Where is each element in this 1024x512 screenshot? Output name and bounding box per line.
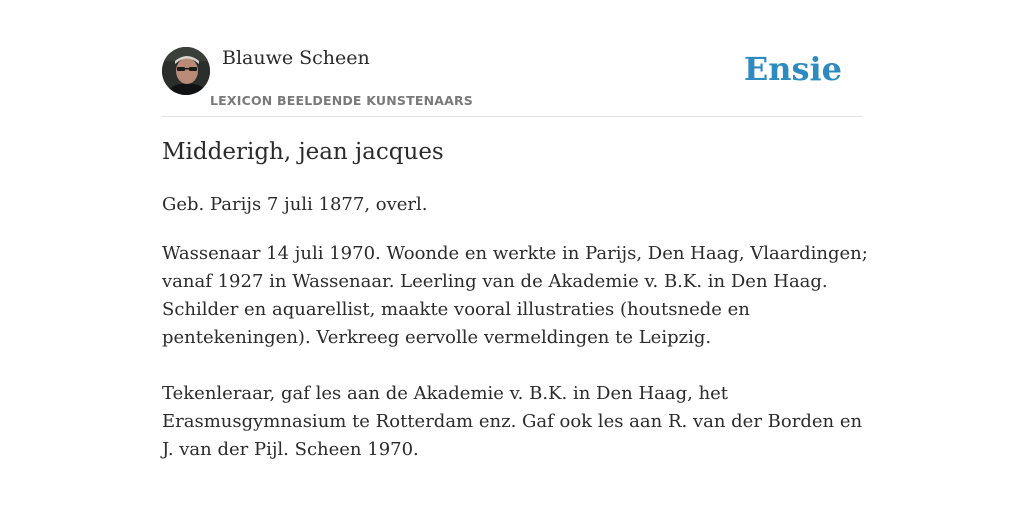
author-name[interactable]: Blauwe Scheen <box>222 47 370 69</box>
avatar-image <box>162 47 210 95</box>
lexicon-subtitle[interactable]: LEXICON BEELDENDE KUNSTENAARS <box>210 93 474 108</box>
header <box>162 46 862 117</box>
article-paragraph: Wassenaar 14 juli 1970. Woonde en werkte in Parijs, Den Haag, Vlaardingen; vanaf 1927 in Wassenaar. Leerling van de Akademie v. B.K. in Den Haag. Schilder en aquarellist, maakte vooral illustraties (houtsnede en pentekeningen). Verkreeg eervolle vermeldingen te Leipzig. <box>162 243 868 348</box>
article-lead: Geb. Parijs 7 juli 1877, overl. <box>162 194 428 215</box>
avatar[interactable] <box>162 47 210 95</box>
article-title: Midderigh, jean jacques <box>162 139 444 165</box>
article-paragraph: Tekenleraar, gaf les aan de Akademie v. B.K. in Den Haag, het Erasmusgymnasium te Rotterdam enz. Gaf ook les aan R. van der Borden en J. van der Pijl. Scheen 1970. <box>162 383 863 460</box>
ensie-logo[interactable]: Ensie <box>743 50 842 88</box>
article-body <box>162 240 868 492</box>
